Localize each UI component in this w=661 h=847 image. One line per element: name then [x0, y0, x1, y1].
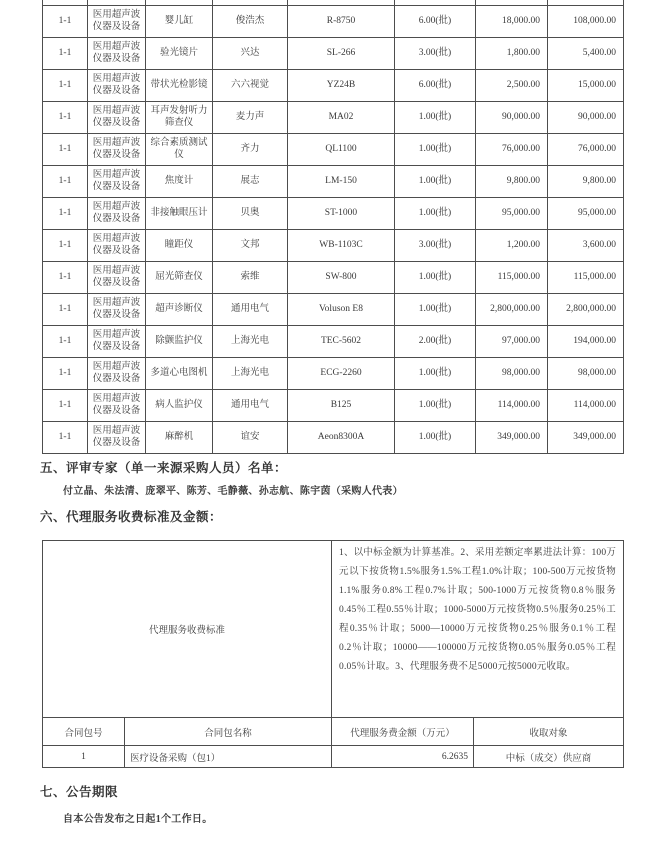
table-cell: ST-1000 [288, 197, 395, 229]
table-cell: 2,500.00 [476, 69, 548, 101]
table-cell: R-8750 [288, 5, 395, 37]
table-cell: 115,000.00 [548, 261, 624, 293]
table-cell: 9,800.00 [476, 165, 548, 197]
section-5-heading: 五、评审专家（单一来源采购人员）名单： [40, 461, 288, 475]
table-cell: 3.00(批) [395, 229, 476, 261]
fee-header-amount: 代理服务费金额（万元） [332, 718, 474, 746]
table-row [43, 229, 624, 261]
table-cell: 1-1 [43, 5, 88, 37]
table-cell: 多道心电图机 [146, 357, 213, 389]
table-cell: 3,600.00 [548, 229, 624, 261]
fee-header-package-name: 合同包名称 [125, 718, 332, 746]
table-cell: 瞳距仪 [146, 229, 213, 261]
table-row [43, 261, 624, 293]
fee-standard-row [43, 541, 624, 718]
table-cell: 95,000.00 [476, 197, 548, 229]
fee-payer: 中标（成交）供应商 [474, 746, 624, 768]
table-cell: 医用超声波仪器及设备 [88, 5, 146, 37]
table-cell: 通用电气 [213, 389, 288, 421]
table-cell: 非接触眼压计 [146, 197, 213, 229]
table-cell: 医用超声波仪器及设备 [88, 101, 146, 133]
table-cell: 麦力声 [213, 101, 288, 133]
table-cell: 90,000.00 [548, 101, 624, 133]
table-cell: 349,000.00 [476, 421, 548, 453]
table-row [43, 197, 624, 229]
agency-fee-table [42, 540, 624, 768]
table-row [43, 133, 624, 165]
table-cell: 15,000.00 [548, 69, 624, 101]
table-cell: SW-800 [288, 261, 395, 293]
table-cell: 98,000.00 [548, 357, 624, 389]
table-row [43, 389, 624, 421]
procurement-items-table [42, 0, 624, 454]
table-cell: 医用超声波仪器及设备 [88, 37, 146, 69]
table-cell: 1-1 [43, 293, 88, 325]
table-row [43, 293, 624, 325]
table-cell: MA02 [288, 101, 395, 133]
table-cell: 医用超声波仪器及设备 [88, 357, 146, 389]
table-cell: 展志 [213, 165, 288, 197]
table-cell: 1.00(批) [395, 133, 476, 165]
table-cell: 1.00(批) [395, 421, 476, 453]
table-cell: 115,000.00 [476, 261, 548, 293]
table-cell: 1-1 [43, 421, 88, 453]
table-cell: 349,000.00 [548, 421, 624, 453]
table-cell: 医用超声波仪器及设备 [88, 229, 146, 261]
table-cell: 1,200.00 [476, 229, 548, 261]
section-7-heading: 七、公告期限 [40, 785, 119, 799]
table-cell: 医用超声波仪器及设备 [88, 389, 146, 421]
table-cell: 1-1 [43, 197, 88, 229]
table-cell: 通用电气 [213, 293, 288, 325]
fee-header-package-no: 合同包号 [43, 718, 125, 746]
table-cell: WB-1103C [288, 229, 395, 261]
table-cell: 1-1 [43, 165, 88, 197]
table-cell: 6.00(批) [395, 69, 476, 101]
table-cell: 90,000.00 [476, 101, 548, 133]
table-cell: Aeon8300A [288, 421, 395, 453]
table-cell: 1-1 [43, 389, 88, 421]
table-cell: 1.00(批) [395, 197, 476, 229]
fee-amount: 6.2635 [332, 746, 474, 768]
table-cell: 除颤监护仪 [146, 325, 213, 357]
fee-standard-label-cell: 代理服务收费标准 [43, 541, 332, 718]
table-cell: 3.00(批) [395, 37, 476, 69]
section-6-heading: 六、代理服务收费标准及金额： [40, 510, 223, 524]
table-cell: 76,000.00 [548, 133, 624, 165]
table-cell: 5,400.00 [548, 37, 624, 69]
fee-standard-text-cell: 1、以中标金额为计算基准。2、采用差额定率累进法计算：100万元以下按货物1.5%服务1.5%工程1.0%计取；100-500万元按货物1.1%服务0.8%工程0.7%计取；500-1000万元按货物0.8％服务0.45％工程0.55％计取；1000-5000万元按货物0.5％服务0.25％工程0.35％计取；5000—10000万元按货物0.25％服务0.1％工程0.2％计取；10000——100000万元按货物0.05％服务0.05％工程0.05％计取。3、代理服务费不足5000元按5000元收取。 [332, 541, 624, 718]
table-cell: 医用超声波仪器及设备 [88, 261, 146, 293]
table-row [43, 101, 624, 133]
table-cell: 1.00(批) [395, 165, 476, 197]
table-cell: 焦度计 [146, 165, 213, 197]
table-cell: 索维 [213, 261, 288, 293]
main-table-body [43, 0, 624, 453]
table-cell: 齐力 [213, 133, 288, 165]
table-cell: 带状光检影镜 [146, 69, 213, 101]
table-cell: 医用超声波仪器及设备 [88, 133, 146, 165]
announcement-period-text: 自本公告发布之日起1个工作日。 [63, 814, 213, 825]
table-cell: 1-1 [43, 357, 88, 389]
table-cell: 医用超声波仪器及设备 [88, 421, 146, 453]
table-cell: 贝奥 [213, 197, 288, 229]
table-cell: 1.00(批) [395, 389, 476, 421]
table-cell: 医用超声波仪器及设备 [88, 69, 146, 101]
table-cell: 1-1 [43, 69, 88, 101]
table-cell: 76,000.00 [476, 133, 548, 165]
table-cell: 病人监护仪 [146, 389, 213, 421]
table-row [43, 69, 624, 101]
table-cell: 98,000.00 [476, 357, 548, 389]
table-cell: 超声诊断仪 [146, 293, 213, 325]
table-cell: ECG-2260 [288, 357, 395, 389]
table-cell: 验光镜片 [146, 37, 213, 69]
table-row [43, 357, 624, 389]
fee-package-no: 1 [43, 746, 125, 768]
table-cell: YZ24B [288, 69, 395, 101]
table-cell: 俊浩杰 [213, 5, 288, 37]
table-cell: 上海光电 [213, 357, 288, 389]
expert-names-list: 付立晶、朱法清、庞翠平、陈芳、毛静薇、孙志航、陈宇茵（采购人代表） [63, 486, 403, 497]
table-cell: 屈光筛查仪 [146, 261, 213, 293]
table-cell: 114,000.00 [476, 389, 548, 421]
table-row [43, 165, 624, 197]
table-row [43, 421, 624, 453]
table-cell: 2,800,000.00 [548, 293, 624, 325]
table-cell: LM-150 [288, 165, 395, 197]
fee-header-row [43, 718, 624, 746]
table-cell: 97,000.00 [476, 325, 548, 357]
table-cell: 95,000.00 [548, 197, 624, 229]
table-row [43, 37, 624, 69]
table-cell: 1,800.00 [476, 37, 548, 69]
table-cell: 108,000.00 [548, 5, 624, 37]
table-cell: 18,000.00 [476, 5, 548, 37]
table-cell: B125 [288, 389, 395, 421]
table-cell: 1-1 [43, 325, 88, 357]
table-cell: SL-266 [288, 37, 395, 69]
table-cell: 医用超声波仪器及设备 [88, 293, 146, 325]
table-cell: 1-1 [43, 229, 88, 261]
table-cell: TEC-5602 [288, 325, 395, 357]
table-cell: 114,000.00 [548, 389, 624, 421]
table-cell: 医用超声波仪器及设备 [88, 325, 146, 357]
table-cell: 1.00(批) [395, 357, 476, 389]
table-cell: 上海光电 [213, 325, 288, 357]
table-cell: 谊安 [213, 421, 288, 453]
table-cell: 1.00(批) [395, 261, 476, 293]
table-cell: 医用超声波仪器及设备 [88, 197, 146, 229]
table-cell: 耳声发射听力筛查仪 [146, 101, 213, 133]
table-cell: 文邦 [213, 229, 288, 261]
table-cell: QL1100 [288, 133, 395, 165]
table-row [43, 325, 624, 357]
table-cell: 6.00(批) [395, 5, 476, 37]
table-cell: 9,800.00 [548, 165, 624, 197]
table-cell: 1.00(批) [395, 293, 476, 325]
table-cell: 1-1 [43, 261, 88, 293]
table-cell: 194,000.00 [548, 325, 624, 357]
table-cell: 兴达 [213, 37, 288, 69]
table-cell: 1-1 [43, 133, 88, 165]
table-cell: 1-1 [43, 101, 88, 133]
table-cell: 1.00(批) [395, 101, 476, 133]
table-cell: 六六视觉 [213, 69, 288, 101]
table-cell: 麻醉机 [146, 421, 213, 453]
table-cell: 婴儿缸 [146, 5, 213, 37]
table-cell: 2.00(批) [395, 325, 476, 357]
fee-package-name: 医疗设备采购（包1） [125, 746, 332, 768]
table-cell: 综合素质测试仪 [146, 133, 213, 165]
table-cell: Voluson E8 [288, 293, 395, 325]
table-cell: 2,800,000.00 [476, 293, 548, 325]
table-cell: 医用超声波仪器及设备 [88, 165, 146, 197]
table-row [43, 5, 624, 37]
fee-data-row [43, 746, 624, 768]
table-cell: 1-1 [43, 37, 88, 69]
fee-header-payer: 收取对象 [474, 718, 624, 746]
